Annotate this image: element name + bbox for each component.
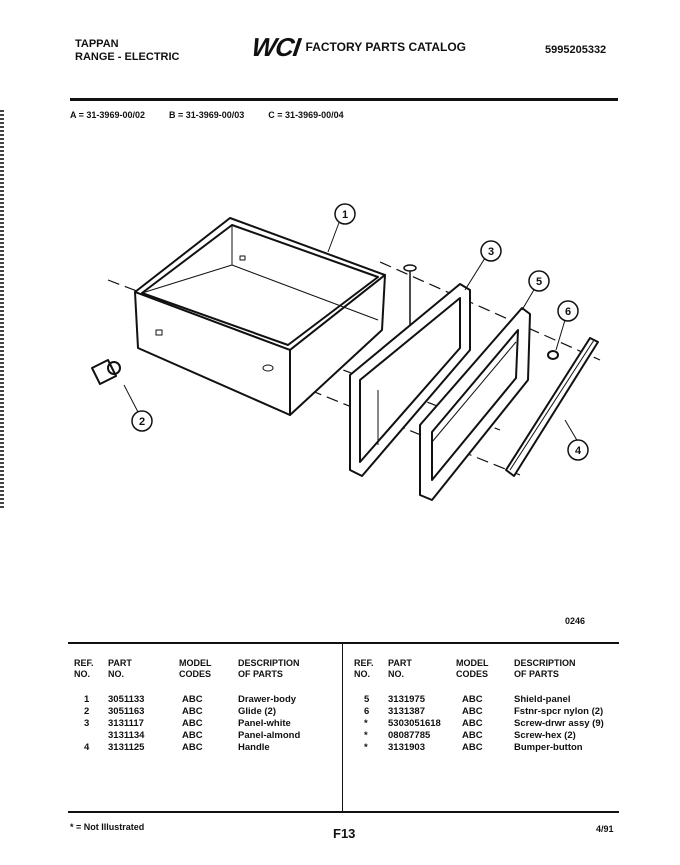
description-cell: Bumper-button [514, 742, 583, 753]
header-rule [70, 98, 618, 101]
header-model-line2: CODES [456, 669, 489, 679]
scan-edge-marks [0, 110, 4, 510]
ref-cell: * [364, 718, 368, 729]
description-cell: Panel-almond [238, 730, 301, 741]
parts-table [68, 642, 619, 813]
header-part-right [388, 658, 412, 680]
header-ref-right [354, 658, 374, 680]
table-row [348, 706, 618, 718]
ref-cell: 1 [84, 694, 90, 705]
ref-cell: 4 [84, 742, 90, 753]
wci-logo: WCI [249, 32, 302, 62]
description-cell: Shield-panel [514, 694, 571, 705]
ref-cell: 6 [364, 706, 370, 717]
callout-2: 2 [138, 416, 146, 428]
parts-rows-left [68, 694, 338, 754]
description-cell: Glide (2) [238, 706, 277, 717]
table-row [348, 694, 618, 706]
model-b: B = 31-3969-00/03 [168, 110, 245, 120]
header-model [179, 658, 212, 680]
header-desc-right [514, 658, 576, 680]
model-codes-cell: ABC [462, 718, 483, 729]
header-desc-line1: DESCRIPTION [514, 658, 576, 668]
header-desc-line1: DESCRIPTION [238, 658, 300, 668]
callout-6: 6 [564, 306, 572, 318]
model-codes-cell: ABC [182, 730, 203, 741]
screw-drawing [404, 265, 416, 330]
spacer-drawing [548, 351, 558, 359]
table-row [68, 706, 338, 718]
header-part-line2: NO. [388, 669, 405, 679]
part-number-cell: 5303051618 [388, 718, 441, 729]
part-number-cell: 3131125 [108, 742, 145, 753]
header-ref-line1: REF. [354, 658, 374, 668]
callout-5: 5 [535, 276, 543, 288]
part-number-cell: 3051163 [108, 706, 145, 717]
header-model-line1: MODEL [456, 658, 489, 668]
part-number-cell: 3131903 [388, 742, 425, 753]
ref-cell: 3 [84, 718, 90, 729]
parts-rows-right [348, 694, 618, 754]
brand-block [75, 38, 180, 64]
ref-cell: * [364, 730, 368, 741]
part-number-cell: 3051133 [108, 694, 145, 705]
callout-1: 1 [341, 209, 349, 221]
exploded-parts-diagram [60, 180, 620, 520]
header-desc-line2: OF PARTS [514, 669, 559, 679]
header-part [108, 658, 132, 680]
drawer-body-drawing [135, 218, 385, 415]
drawing-number: 0246 [565, 616, 586, 626]
model-a: A = 31-3969-00/02 [70, 110, 145, 120]
glide-drawing [92, 360, 120, 384]
header-model-line1: MODEL [179, 658, 212, 668]
header-ref-line2: NO. [354, 669, 371, 679]
header-desc [238, 658, 300, 680]
model-codes-cell: ABC [462, 694, 483, 705]
catalog-header [249, 32, 466, 62]
header-desc-line2: OF PARTS [238, 669, 283, 679]
table-row [68, 742, 338, 754]
description-cell: Handle [238, 742, 270, 753]
table-row [348, 718, 618, 730]
table-divider [342, 644, 343, 811]
page-number: F13 [333, 826, 356, 841]
header-part-line1: PART [108, 658, 132, 668]
model-codes-cell: ABC [462, 706, 483, 717]
description-cell: Drawer-body [238, 694, 297, 705]
model-codes-cell: ABC [462, 742, 483, 753]
ref-cell: 2 [84, 706, 90, 717]
header-ref-line2: NO. [74, 669, 91, 679]
header-part-line1: PART [388, 658, 412, 668]
description-cell: Fstnr-spcr nylon (2) [514, 706, 604, 717]
model-codes-cell: ABC [182, 706, 203, 717]
model-list [70, 110, 344, 120]
revision-date: 4/91 [596, 824, 614, 834]
product-type: RANGE - ELECTRIC [75, 51, 180, 63]
model-codes-cell: ABC [182, 694, 203, 705]
table-row [68, 730, 338, 742]
table-row [348, 742, 618, 754]
header-part-line2: NO. [108, 669, 125, 679]
model-codes-cell: ABC [182, 718, 203, 729]
table-row [348, 730, 618, 742]
parts-table-right [348, 644, 618, 804]
ref-cell: 5 [364, 694, 370, 705]
footnote: * = Not Illustrated [70, 822, 145, 832]
description-cell: Panel-white [238, 718, 291, 729]
brand-name: TAPPAN [75, 38, 119, 50]
part-number-cell: 3131117 [108, 718, 144, 729]
parts-table-left [68, 644, 338, 804]
header-ref [74, 658, 94, 680]
callout-4: 4 [574, 445, 582, 457]
callout-3: 3 [487, 246, 495, 258]
ref-cell: * [364, 742, 368, 753]
catalog-title: FACTORY PARTS CATALOG [305, 40, 466, 54]
header-model-line2: CODES [179, 669, 212, 679]
model-codes-cell: ABC [462, 730, 483, 741]
model-c: C = 31-3969-00/04 [268, 110, 344, 120]
header-ref-line1: REF. [74, 658, 94, 668]
model-codes-cell: ABC [182, 742, 203, 753]
table-row [68, 718, 338, 730]
part-number-cell: 3131134 [108, 730, 145, 741]
description-cell: Screw-hex (2) [514, 730, 576, 741]
part-number-cell: 3131975 [388, 694, 425, 705]
catalog-number: 5995205332 [545, 44, 607, 56]
description-cell: Screw-drwr assy (9) [514, 718, 604, 729]
part-number-cell: 08087785 [388, 730, 431, 741]
header-model-right [456, 658, 489, 680]
part-number-cell: 3131387 [388, 706, 425, 717]
table-row [68, 694, 338, 706]
